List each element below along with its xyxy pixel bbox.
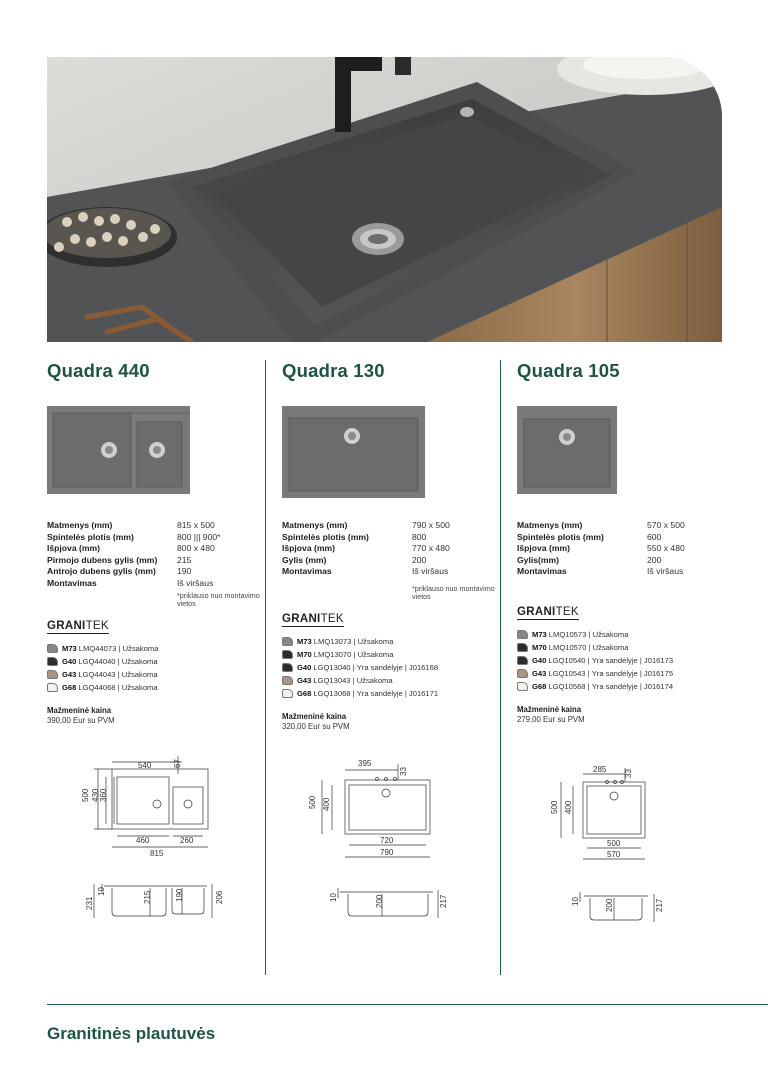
spec-row	[47, 532, 272, 544]
color-swatch	[517, 669, 528, 678]
color-row: G68 LGQ13068 | Yra sandėlyje | J016171	[282, 687, 507, 700]
spec-value: 190	[177, 566, 192, 577]
color-swatch	[517, 643, 528, 652]
spec-label: Spintelės plotis (mm)	[517, 531, 604, 542]
dim-label: 395	[358, 759, 372, 768]
dim-label: 215	[143, 890, 152, 904]
color-row: G43 LGQ44043 | Užsakoma	[47, 668, 272, 681]
color-sku: LGQ44040	[78, 656, 116, 666]
spec-label: Antrojo dubens gylis (mm)	[47, 566, 156, 577]
spec-value: 815 x 500	[177, 520, 215, 530]
sink-thumbnail	[282, 406, 425, 498]
color-code: M70	[532, 642, 547, 652]
color-sku: LMQ10573	[548, 629, 587, 639]
dim-label: 231	[85, 896, 94, 910]
sink-thumbnail	[47, 406, 190, 494]
dim-label: 430	[91, 788, 100, 802]
color-row: G68 LGQ44068 | Užsakoma	[47, 681, 272, 694]
price: 320,00 Eur su PVM	[282, 721, 350, 731]
color-sku: LMQ44073	[78, 643, 117, 653]
brand-light: TEK	[85, 619, 109, 632]
color-code: G43	[62, 669, 77, 679]
spec-value: Iš viršaus	[177, 577, 214, 588]
color-sku: LGQ10568	[548, 681, 586, 691]
color-status: Užsakoma	[357, 649, 394, 659]
spec-value: 800 ||| 900*	[177, 531, 221, 542]
dim-label: 285	[593, 765, 607, 774]
color-row: G40 LGQ10540 | Yra sandėlyje | J016173	[517, 654, 742, 667]
color-code: G40	[532, 655, 547, 665]
dim-label: 260	[180, 836, 194, 845]
color-row: G43 LGQ10543 | Yra sandėlyje | J016175	[517, 667, 742, 680]
color-status: Yra sandėlyje | J016168	[356, 662, 439, 672]
footnote: *priklauso nuo montavimo vietos	[177, 590, 260, 608]
spec-label: Išpjova (mm)	[282, 543, 336, 554]
color-row: G40 LGQ44040 | Užsakoma	[47, 655, 272, 668]
technical-drawing-q440-side	[82, 880, 232, 930]
product-quadra-105	[517, 360, 742, 724]
spec-row	[517, 543, 742, 555]
dim-label: 33	[399, 767, 408, 776]
brand-light: TEK	[555, 605, 579, 618]
granitek-logo	[282, 613, 344, 627]
technical-drawing-q105-side	[562, 888, 672, 938]
dim-label: 190	[175, 888, 184, 902]
color-row: G40 LGQ13040 | Yra sandėlyje | J016168	[282, 661, 507, 674]
spec-row	[282, 520, 507, 532]
dim-label: 500	[81, 788, 90, 802]
spec-label: Spintelės plotis (mm)	[282, 531, 369, 542]
dim-label: 206	[215, 890, 224, 904]
spec-value: 790 x 500	[412, 520, 450, 530]
spec-value: 570 x 500	[647, 520, 685, 530]
color-sku: LGQ13040	[313, 662, 351, 672]
brand-bold: GRANI	[282, 612, 321, 625]
color-status: Užsakoma	[356, 675, 393, 685]
color-swatch	[282, 637, 293, 646]
brand-light: TEK	[320, 612, 344, 625]
color-row: G43 LGQ13043 | Užsakoma	[282, 674, 507, 687]
color-code: M70	[297, 649, 312, 659]
dim-label: 200	[605, 898, 614, 912]
color-swatch	[47, 657, 58, 666]
color-sku: LGQ10540	[548, 655, 586, 665]
color-status: Yra sandėlyje | J016174	[591, 681, 674, 691]
spec-row	[47, 543, 272, 555]
color-sku: LGQ44068	[78, 682, 116, 692]
spec-label: Pirmojo dubens gylis (mm)	[47, 554, 158, 565]
spec-row	[517, 532, 742, 544]
color-code: M73	[532, 629, 547, 639]
price: 390,00 Eur su PVM	[47, 715, 115, 725]
product-quadra-130	[282, 360, 507, 731]
color-row: M70 LMQ10570 | Užsakoma	[517, 641, 742, 654]
spec-label: Gylis(mm)	[517, 554, 560, 565]
dim-label: 790	[380, 848, 394, 857]
dim-label: 200	[375, 894, 384, 908]
color-swatch	[282, 689, 293, 698]
dim-label: 460	[136, 836, 150, 845]
technical-drawing-q105-top	[545, 762, 665, 872]
spec-value: 600	[647, 531, 662, 542]
color-row: M73 LMQ13073 | Užsakoma	[282, 635, 507, 648]
granitek-logo	[47, 620, 109, 634]
spec-label: Spintelės plotis (mm)	[47, 531, 134, 542]
color-swatch	[517, 656, 528, 665]
color-swatch	[282, 650, 293, 659]
dim-label: 67	[173, 759, 182, 768]
brand-bold: GRANI	[47, 619, 86, 632]
color-code: G43	[532, 668, 547, 678]
spec-label: Matmenys (mm)	[47, 520, 113, 530]
color-list	[47, 642, 272, 694]
price-label: Mažmeninė kaina	[47, 705, 112, 715]
spec-row	[47, 566, 272, 578]
footer-divider	[47, 1004, 768, 1005]
spec-row	[282, 543, 507, 555]
spec-label: Montavimas	[282, 566, 332, 577]
dim-label: 815	[150, 849, 164, 858]
spec-value: 800 x 480	[177, 543, 215, 554]
color-code: M73	[297, 636, 312, 646]
spec-label: Išpjova (mm)	[517, 543, 571, 554]
spec-label: Montavimas	[517, 566, 567, 577]
dim-label: 540	[138, 761, 152, 770]
color-sku: LGQ13043	[313, 675, 351, 685]
color-swatch	[47, 683, 58, 692]
dim-label: 500	[308, 795, 317, 809]
color-status: Užsakoma	[592, 642, 629, 652]
dim-label: 500	[550, 800, 559, 814]
spec-table	[47, 520, 272, 608]
color-row: M70 LMQ13070 | Užsakoma	[282, 648, 507, 661]
price: 279,00 Eur su PVM	[517, 714, 585, 724]
color-swatch	[517, 630, 528, 639]
spec-table	[517, 520, 742, 578]
color-swatch	[282, 676, 293, 685]
spec-label: Išpjova (mm)	[47, 543, 101, 554]
spec-label: Matmenys (mm)	[282, 520, 348, 530]
technical-drawing-q130-top	[300, 752, 460, 867]
spec-value: 200	[412, 554, 427, 565]
product-title: Quadra 130	[282, 360, 385, 381]
spec-value: 550 x 480	[647, 543, 685, 554]
dim-label: 10	[571, 897, 580, 906]
color-list	[282, 635, 507, 700]
dim-label: 217	[655, 898, 664, 912]
color-list	[517, 628, 742, 693]
spec-value: 770 x 480	[412, 543, 450, 554]
color-code: M73	[62, 643, 77, 653]
footer-title: Granitinės plautuvės	[47, 1024, 216, 1043]
dim-label: 10	[329, 893, 338, 902]
spec-label: Matmenys (mm)	[517, 520, 583, 530]
spec-row	[282, 532, 507, 544]
spec-row	[47, 555, 272, 567]
brand-bold: GRANI	[517, 605, 556, 618]
spec-row	[282, 555, 507, 567]
color-swatch	[282, 663, 293, 672]
color-sku: LGQ13068	[313, 688, 351, 698]
color-status: Užsakoma	[122, 643, 159, 653]
spec-value: Iš viršaus	[647, 566, 684, 577]
color-status: Užsakoma	[357, 636, 394, 646]
color-swatch	[47, 670, 58, 679]
hero-photo	[47, 57, 722, 342]
color-status: Užsakoma	[121, 669, 158, 679]
color-status: Yra sandėlyje | J016171	[356, 688, 439, 698]
color-status: Užsakoma	[121, 682, 158, 692]
color-code: G68	[62, 682, 77, 692]
product-title: Quadra 440	[47, 360, 150, 381]
spec-table	[282, 520, 507, 601]
spec-label: Montavimas	[47, 577, 97, 588]
footnote: *priklauso nuo montavimo vietos	[412, 583, 495, 601]
dim-label: 400	[564, 800, 573, 814]
dim-label: 400	[322, 797, 331, 811]
color-row: M73 LMQ10573 | Užsakoma	[517, 628, 742, 641]
color-status: Yra sandėlyje | J016173	[591, 655, 674, 665]
spec-row	[47, 520, 272, 532]
spec-row	[282, 566, 507, 578]
color-swatch	[517, 682, 528, 691]
color-sku: LMQ10570	[548, 642, 587, 652]
spec-row	[47, 578, 272, 590]
dim-label: 360	[99, 788, 108, 802]
color-code: G40	[297, 662, 312, 672]
dim-label: 10	[97, 887, 106, 896]
spec-row	[517, 555, 742, 567]
spec-value: 200	[647, 554, 662, 565]
color-sku: LGQ44043	[78, 669, 116, 679]
technical-drawing-q440-top	[70, 752, 230, 867]
spec-label: Gylis (mm)	[282, 554, 327, 565]
color-sku: LGQ10543	[548, 668, 586, 678]
product-quadra-440	[47, 360, 272, 725]
spec-row	[517, 520, 742, 532]
dim-label: 217	[439, 894, 448, 908]
sink-thumbnail	[517, 406, 617, 494]
color-code: G40	[62, 656, 77, 666]
dim-label: 33	[624, 769, 633, 778]
color-sku: LMQ13070	[313, 649, 352, 659]
color-row: G68 LGQ10568 | Yra sandėlyje | J016174	[517, 680, 742, 693]
dim-label: 570	[607, 850, 621, 859]
dim-label: 500	[607, 839, 621, 848]
spec-value: 800	[412, 531, 427, 542]
spec-row	[517, 566, 742, 578]
spec-value: 215	[177, 554, 192, 565]
dim-label: 720	[380, 836, 394, 845]
price-label: Mažmeninė kaina	[282, 711, 347, 721]
granitek-logo	[517, 606, 579, 620]
product-title: Quadra 105	[517, 360, 620, 381]
price-label: Mažmeninė kaina	[517, 704, 582, 714]
color-sku: LMQ13073	[313, 636, 352, 646]
color-code: G68	[532, 681, 547, 691]
color-code: G43	[297, 675, 312, 685]
color-row: M73 LMQ44073 | Užsakoma	[47, 642, 272, 655]
color-status: Yra sandėlyje | J016175	[591, 668, 674, 678]
color-status: Užsakoma	[121, 656, 158, 666]
color-swatch	[47, 644, 58, 653]
color-status: Užsakoma	[592, 629, 629, 639]
spec-value: Iš viršaus	[412, 566, 449, 577]
technical-drawing-q130-side	[318, 884, 448, 934]
color-code: G68	[297, 688, 312, 698]
